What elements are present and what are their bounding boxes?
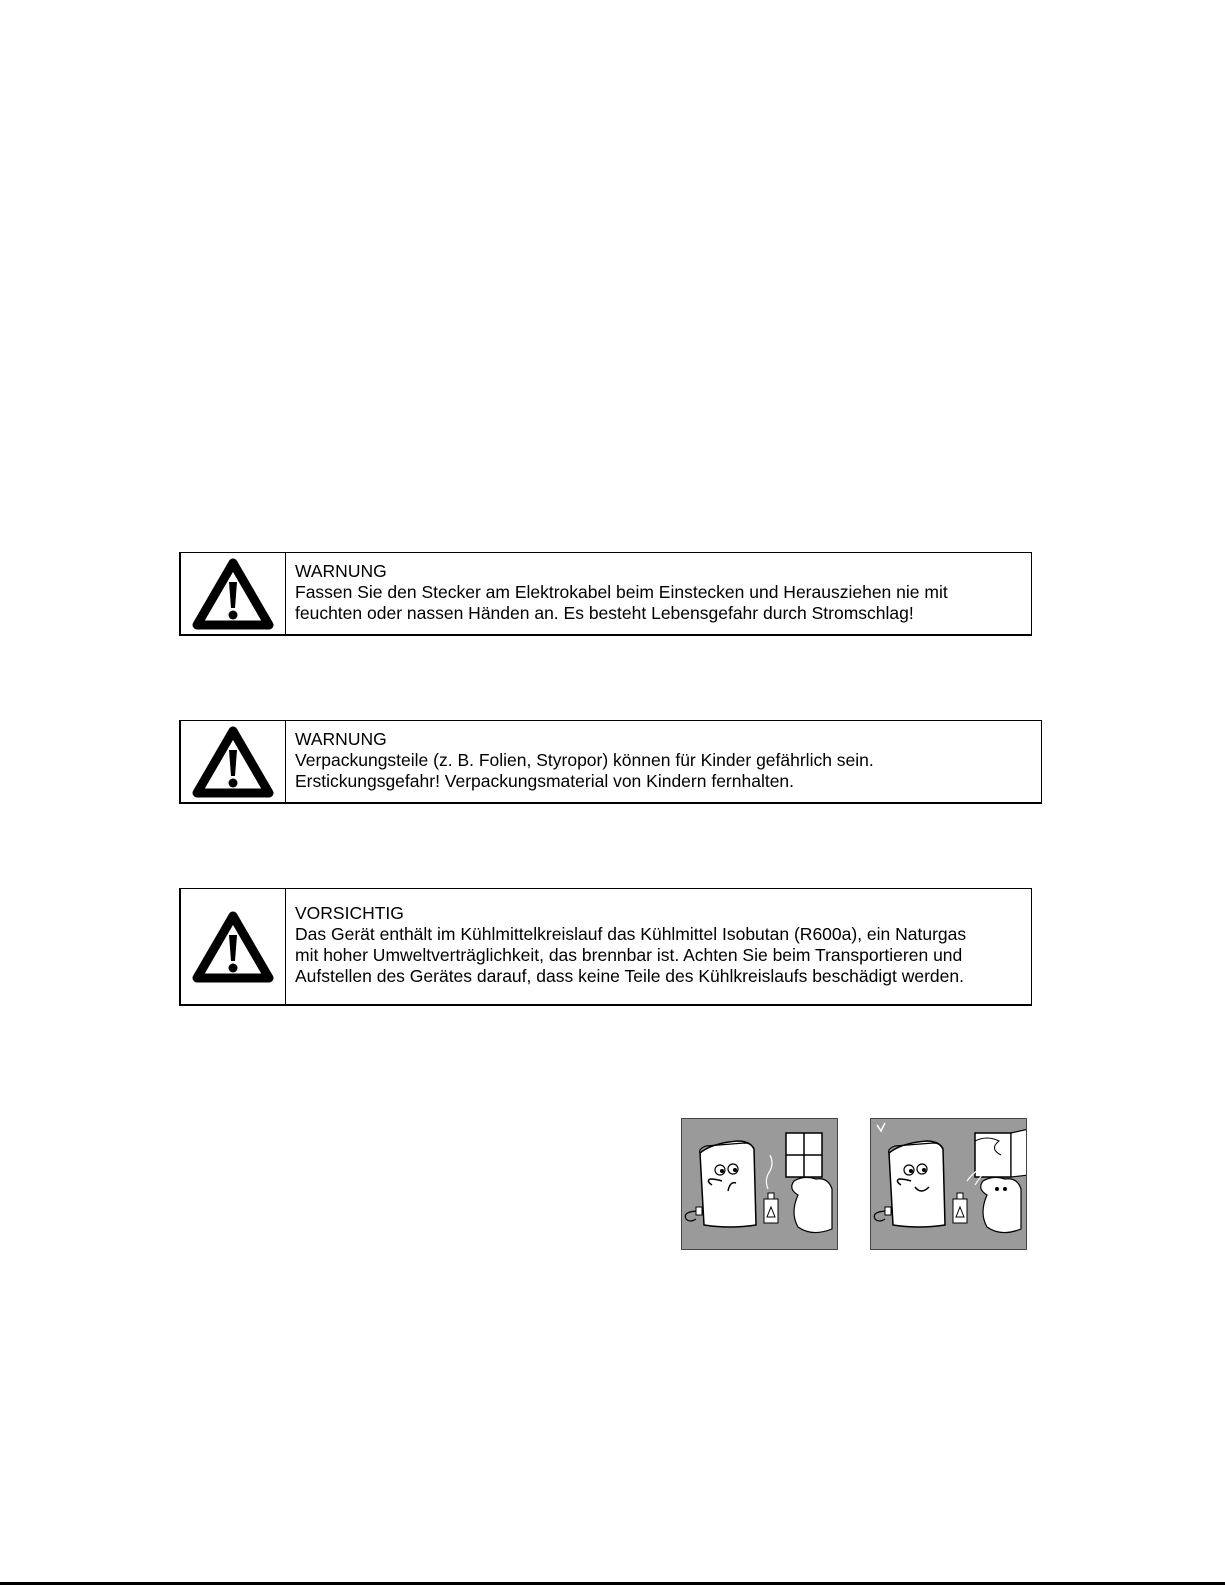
warning-triangle-icon (192, 911, 274, 983)
warning-line: Erstickungsgefahr! Verpackungsmaterial von Kindern fernhalten. (295, 771, 795, 791)
caution-box (179, 888, 1032, 1006)
warning-text (286, 721, 874, 802)
warning-title: WARNUNG (295, 729, 387, 749)
warning-triangle-icon (192, 726, 274, 798)
warning-line: Aufstellen des Gerätes darauf, dass keine Teile des Kühlkreislaufs beschädigt werden. (295, 966, 964, 986)
warning-text (286, 553, 948, 634)
warning-icon-cell (181, 721, 286, 802)
warning-line: Verpackungsteile (z. B. Folien, Styropor) können für Kinder gefährlich sein. (295, 750, 874, 770)
warning-text (286, 889, 966, 1004)
closed-window-illustration (681, 1118, 838, 1250)
open-window-illustration (870, 1118, 1027, 1250)
warning-title: VORSICHTIG (295, 903, 404, 923)
warning-triangle-icon (192, 558, 274, 630)
happy-fridge-icon (871, 1119, 1026, 1249)
warning-line: Fassen Sie den Stecker am Elektrokabel beim Einstecken und Herausziehen nie mit (295, 582, 948, 602)
warning-line: feuchten oder nassen Händen an. Es besteht Lebensgefahr durch Stromschlag! (295, 603, 914, 623)
warning-line: Das Gerät enthält im Kühlmittelkreislauf das Kühlmittel Isobutan (R600a), ein Naturgas (295, 924, 967, 944)
warning-line: mit hoher Umweltverträglichkeit, das brennbar ist. Achten Sie beim Transportieren und (295, 945, 963, 965)
warning-box-2 (179, 720, 1042, 804)
warning-icon-cell (181, 553, 286, 634)
warning-box-1 (179, 552, 1032, 636)
warning-icon-cell (181, 889, 286, 1004)
sad-fridge-icon (682, 1119, 837, 1249)
warning-title: WARNUNG (295, 561, 387, 581)
